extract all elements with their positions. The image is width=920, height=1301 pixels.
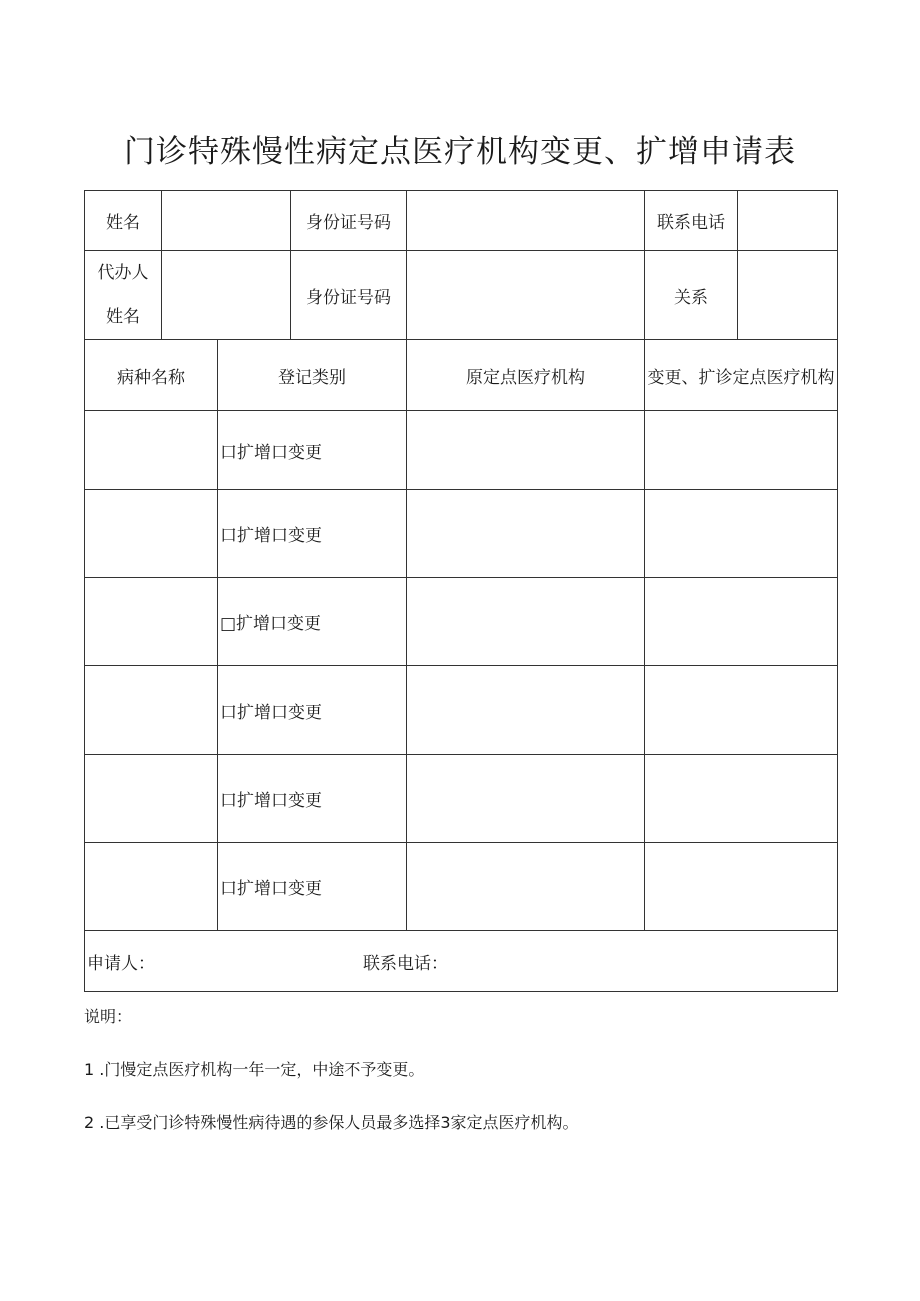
new-institution-field[interactable] <box>645 490 838 578</box>
col-new-institution: 变更、扩诊定点医疗机构 <box>645 340 838 411</box>
disease-name-field[interactable] <box>85 666 218 755</box>
col-registration-type: 登记类别 <box>218 340 407 411</box>
registration-type-options[interactable]: 口扩增口变更 <box>218 843 407 931</box>
applicant-name-label: 姓名 <box>85 191 162 251</box>
applicant-phone-field[interactable] <box>738 191 838 251</box>
new-institution-field[interactable] <box>645 843 838 931</box>
relation-field[interactable] <box>738 251 838 340</box>
disease-name-field[interactable] <box>85 755 218 843</box>
new-institution-field[interactable] <box>645 666 838 755</box>
applicant-id-label: 身份证号码 <box>291 191 407 251</box>
signature-cell <box>85 931 838 992</box>
form-title: 门诊特殊慢性病定点医疗机构变更、扩增申请表 <box>124 134 796 170</box>
original-institution-field[interactable] <box>407 666 645 755</box>
applicant-id-field[interactable] <box>407 191 645 251</box>
col-original-institution: 原定点医疗机构 <box>407 340 645 411</box>
original-institution-field[interactable] <box>407 578 645 666</box>
original-institution-field[interactable] <box>407 490 645 578</box>
col-disease-name: 病种名称 <box>85 340 218 411</box>
new-institution-field[interactable] <box>645 755 838 843</box>
agent-label-line1: 代办人 <box>97 263 149 283</box>
disease-name-field[interactable] <box>85 843 218 931</box>
applicant-row <box>85 191 838 251</box>
agent-id-field[interactable] <box>407 251 645 340</box>
new-institution-field[interactable] <box>645 411 838 490</box>
disease-name-field[interactable] <box>85 490 218 578</box>
applicant-name-field[interactable] <box>162 191 291 251</box>
registration-type-options[interactable]: 口扩增口变更 <box>218 666 407 755</box>
applicant-phone-signature-label: 联系电话： <box>363 953 448 974</box>
table-row <box>85 666 838 755</box>
original-institution-field[interactable] <box>407 411 645 490</box>
new-institution-field[interactable] <box>645 578 838 666</box>
table-row <box>85 578 838 666</box>
agent-label-line2: 姓名 <box>106 307 140 327</box>
signature-row <box>85 931 838 992</box>
note-item: 2 .已享受门诊特殊慢性病待遇的参保人员最多选择3家定点医疗机构。 <box>84 1113 579 1132</box>
registration-type-options[interactable]: 口扩增口变更 <box>218 490 407 578</box>
original-institution-field[interactable] <box>407 755 645 843</box>
note-item: 1 .门慢定点医疗机构一年一定，中途不予变更。 <box>84 1060 425 1079</box>
disease-name-field[interactable] <box>85 411 218 490</box>
registration-type-options[interactable]: □扩增口变更 <box>218 578 407 666</box>
agent-name-field[interactable] <box>162 251 291 340</box>
table-row <box>85 843 838 931</box>
column-header-row <box>85 340 838 411</box>
original-institution-field[interactable] <box>407 843 645 931</box>
agent-row <box>85 251 838 340</box>
table-row <box>85 411 838 490</box>
applicant-signature-label: 申请人： <box>87 953 155 974</box>
table-row <box>85 755 838 843</box>
disease-name-field[interactable] <box>85 578 218 666</box>
agent-name-label <box>85 251 162 340</box>
relation-label: 关系 <box>645 251 738 340</box>
agent-id-label: 身份证号码 <box>291 251 407 340</box>
table-row <box>85 490 838 578</box>
notes-heading: 说明： <box>84 1007 133 1026</box>
registration-type-options[interactable]: 口扩增口变更 <box>218 411 407 490</box>
registration-type-options[interactable]: 口扩增口变更 <box>218 755 407 843</box>
applicant-phone-label: 联系电话 <box>645 191 738 251</box>
application-form-table <box>84 190 838 992</box>
